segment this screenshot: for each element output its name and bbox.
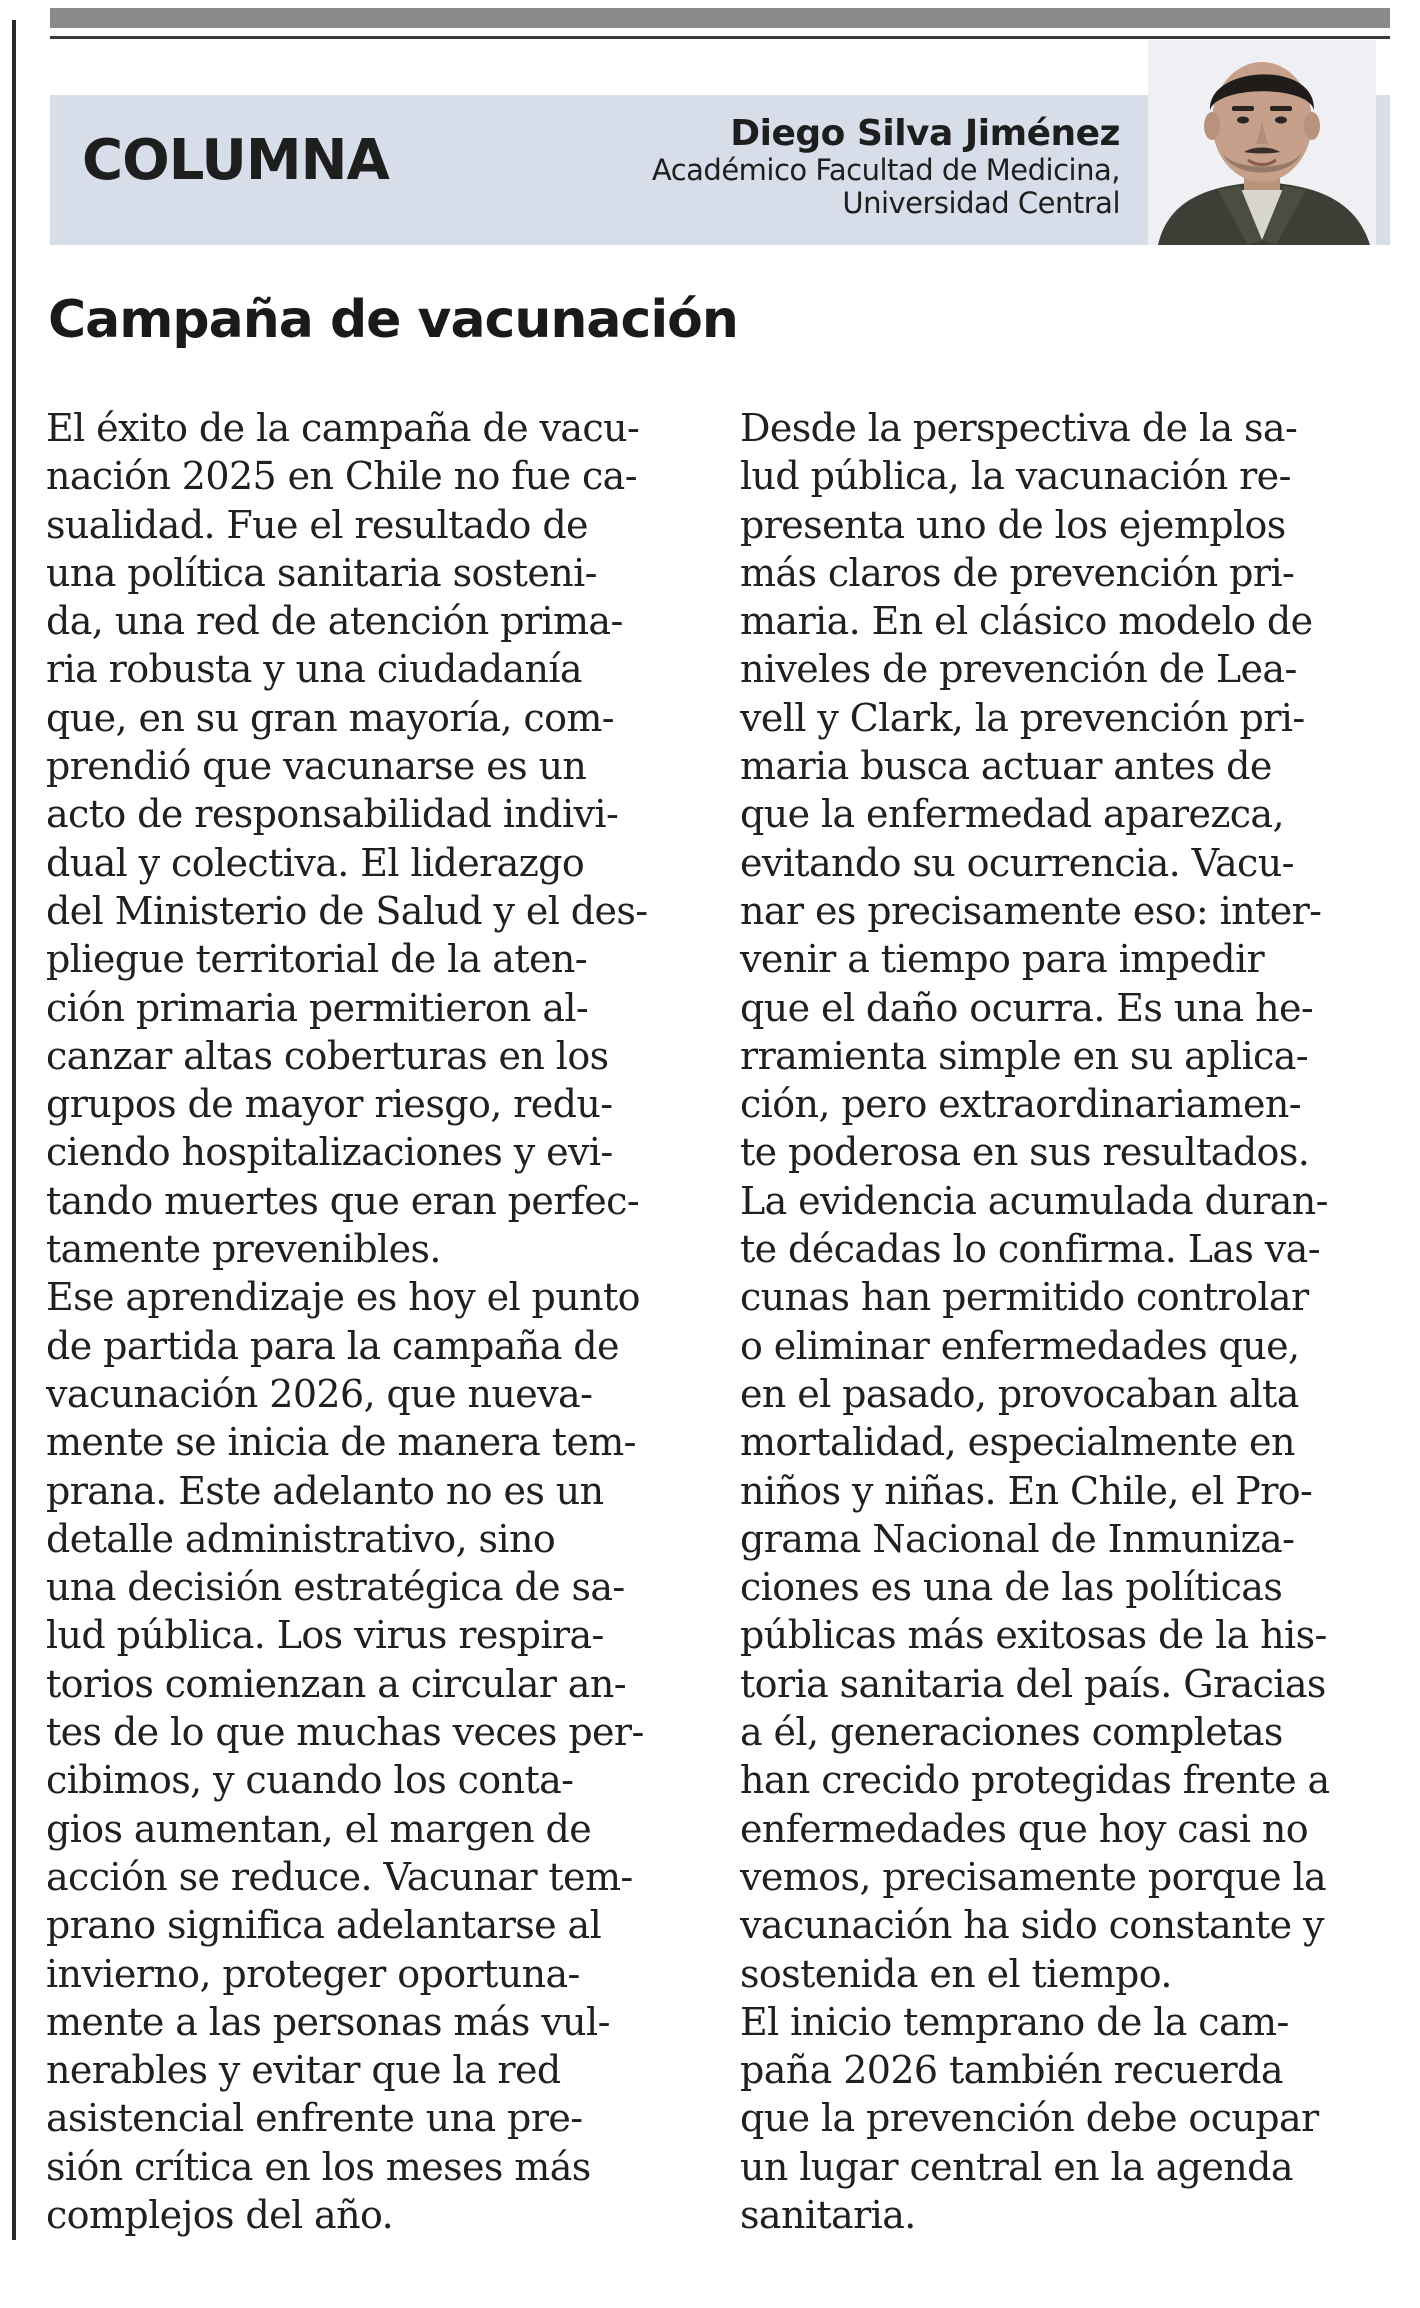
top-rule-thin bbox=[50, 36, 1390, 39]
body-text-line: más claros de prevención pri- bbox=[740, 550, 1295, 595]
article-body-right-column bbox=[740, 404, 1380, 2239]
author-portrait-icon bbox=[1148, 40, 1376, 245]
body-text-line: vacunación ha sido constante y bbox=[740, 1903, 1324, 1948]
body-text-line: prendió que vacunarse es un bbox=[46, 744, 587, 789]
body-text-line: El inicio temprano de la cam- bbox=[740, 1999, 1289, 2044]
body-text-line: mente se inicia de manera tem- bbox=[46, 1420, 636, 1465]
body-text-line: acto de responsabilidad indivi- bbox=[46, 792, 619, 837]
body-text-line: La evidencia acumulada duran- bbox=[740, 1178, 1328, 1223]
body-text-line: toria sanitaria del país. Gracias bbox=[740, 1661, 1326, 1706]
body-text-line: grupos de mayor riesgo, redu- bbox=[46, 1082, 613, 1127]
body-text-line: en el pasado, provocaban alta bbox=[740, 1371, 1299, 1416]
body-text-line: niveles de prevención de Lea- bbox=[740, 647, 1297, 692]
body-text-line: paña 2026 también recuerda bbox=[740, 2048, 1283, 2093]
body-text-line: una política sanitaria sosteni- bbox=[46, 550, 597, 595]
body-text-line: tando muertes que eran perfec- bbox=[46, 1178, 640, 1223]
body-text-line: que, en su gran mayoría, com- bbox=[46, 695, 615, 740]
body-text-line: lud pública, la vacunación re- bbox=[740, 454, 1291, 499]
body-text-line: grama Nacional de Inmuniza- bbox=[740, 1516, 1295, 1561]
body-text-line: te poderosa en sus resultados. bbox=[740, 1130, 1310, 1175]
page-left-rule bbox=[12, 20, 16, 2240]
body-text-line: prano significa adelantarse al bbox=[46, 1903, 602, 1948]
body-text-line: rramienta simple en su aplica- bbox=[740, 1033, 1309, 1078]
body-text-line: o eliminar enfermedades que, bbox=[740, 1323, 1300, 1368]
section-label: COLUMNA bbox=[82, 128, 389, 193]
body-text-line: vemos, precisamente porque la bbox=[740, 1854, 1327, 1899]
body-text-line: presenta uno de los ejemplos bbox=[740, 502, 1286, 547]
body-text-line: pliegue territorial de la aten- bbox=[46, 937, 587, 982]
author-role-line2: Universidad Central bbox=[842, 185, 1120, 220]
body-text-line: ción primaria permitieron al- bbox=[46, 985, 589, 1030]
body-text-line: da, una red de atención prima- bbox=[46, 599, 623, 644]
body-text-line: nar es precisamente eso: inter- bbox=[740, 888, 1322, 933]
body-text-line: detalle administrativo, sino bbox=[46, 1516, 556, 1561]
body-text-line: venir a tiempo para impedir bbox=[740, 937, 1265, 982]
body-text-line: sión crítica en los meses más bbox=[46, 2144, 591, 2189]
body-text-line: ria robusta y una ciudadanía bbox=[46, 647, 582, 692]
article-title: Campaña de vacunación bbox=[48, 290, 738, 350]
body-text-line: asistencial enfrente una pre- bbox=[46, 2096, 583, 2141]
body-text-line: que el daño ocurra. Es una he- bbox=[740, 985, 1314, 1030]
author-photo bbox=[1148, 40, 1376, 245]
body-text-line: Ese aprendizaje es hoy el punto bbox=[46, 1275, 640, 1320]
body-text-line: que la enfermedad aparezca, bbox=[740, 792, 1284, 837]
body-text-line: maria. En el clásico modelo de bbox=[740, 599, 1313, 644]
body-text-line: evitando su ocurrencia. Vacu- bbox=[740, 840, 1294, 885]
body-text-line: sostenida en el tiempo. bbox=[740, 1951, 1172, 1996]
body-text-line: nerables y evitar que la red bbox=[46, 2048, 561, 2093]
body-text-line: maria busca actuar antes de bbox=[740, 744, 1272, 789]
author-name: Diego Silva Jiménez bbox=[730, 113, 1120, 154]
body-text-line: tamente prevenibles. bbox=[46, 1227, 441, 1272]
body-text-line: sanitaria. bbox=[740, 2192, 916, 2237]
body-text-line: han crecido protegidas frente a bbox=[740, 1758, 1330, 1803]
body-text-line: a él, generaciones completas bbox=[740, 1710, 1283, 1755]
body-text-line: un lugar central en la agenda bbox=[740, 2144, 1293, 2189]
body-text-line: tes de lo que muchas veces per- bbox=[46, 1710, 644, 1755]
body-text-line: cunas han permitido controlar bbox=[740, 1275, 1309, 1320]
body-text-line: vell y Clark, la prevención pri- bbox=[740, 695, 1305, 740]
body-text-line: ciendo hospitalizaciones y evi- bbox=[46, 1130, 613, 1175]
body-text-line: canzar altas coberturas en los bbox=[46, 1033, 609, 1078]
body-text-line: complejos del año. bbox=[46, 2192, 394, 2237]
body-text-line: te décadas lo confirma. Las va- bbox=[740, 1227, 1320, 1272]
body-text-line: prana. Este adelanto no es un bbox=[46, 1468, 604, 1513]
article-body-left-column bbox=[46, 404, 686, 2239]
body-text-line: mente a las personas más vul- bbox=[46, 1999, 610, 2044]
author-byline bbox=[652, 114, 1120, 219]
body-text-line: públicas más exitosas de la his- bbox=[740, 1613, 1327, 1658]
author-role-line1: Académico Facultad de Medicina, bbox=[651, 153, 1120, 188]
body-text-line: del Ministerio de Salud y el des- bbox=[46, 888, 648, 933]
body-text-line: sualidad. Fue el resultado de bbox=[46, 502, 588, 547]
body-text-line: lud pública. Los virus respira- bbox=[46, 1613, 604, 1658]
body-text-line: niños y niñas. En Chile, el Pro- bbox=[740, 1468, 1313, 1513]
body-text-line: una decisión estratégica de sa- bbox=[46, 1565, 625, 1610]
body-text-line: El éxito de la campaña de vacu- bbox=[46, 406, 640, 450]
body-text-line: Desde la perspectiva de la sa- bbox=[740, 406, 1298, 450]
body-text-line: mortalidad, especialmente en bbox=[740, 1420, 1295, 1465]
body-text-line: acción se reduce. Vacunar tem- bbox=[46, 1854, 633, 1899]
body-text-line: dual y colectiva. El liderazgo bbox=[46, 840, 585, 885]
body-text-line: vacunación 2026, que nueva- bbox=[46, 1371, 593, 1416]
body-text-line: ciones es una de las políticas bbox=[740, 1565, 1283, 1610]
body-text-line: que la prevención debe ocupar bbox=[740, 2096, 1319, 2141]
top-rule bbox=[50, 8, 1390, 28]
body-text-line: de partida para la campaña de bbox=[46, 1323, 619, 1368]
body-text-line: nación 2025 en Chile no fue ca- bbox=[46, 454, 637, 499]
body-text-line: torios comienzan a circular an- bbox=[46, 1661, 626, 1706]
body-text-line: gios aumentan, el margen de bbox=[46, 1806, 592, 1851]
body-text-line: enfermedades que hoy casi no bbox=[740, 1806, 1309, 1851]
body-text-line: cibimos, y cuando los conta- bbox=[46, 1758, 574, 1803]
body-text-line: ción, pero extraordinariamen- bbox=[740, 1082, 1301, 1127]
body-text-line: invierno, proteger oportuna- bbox=[46, 1951, 580, 1996]
